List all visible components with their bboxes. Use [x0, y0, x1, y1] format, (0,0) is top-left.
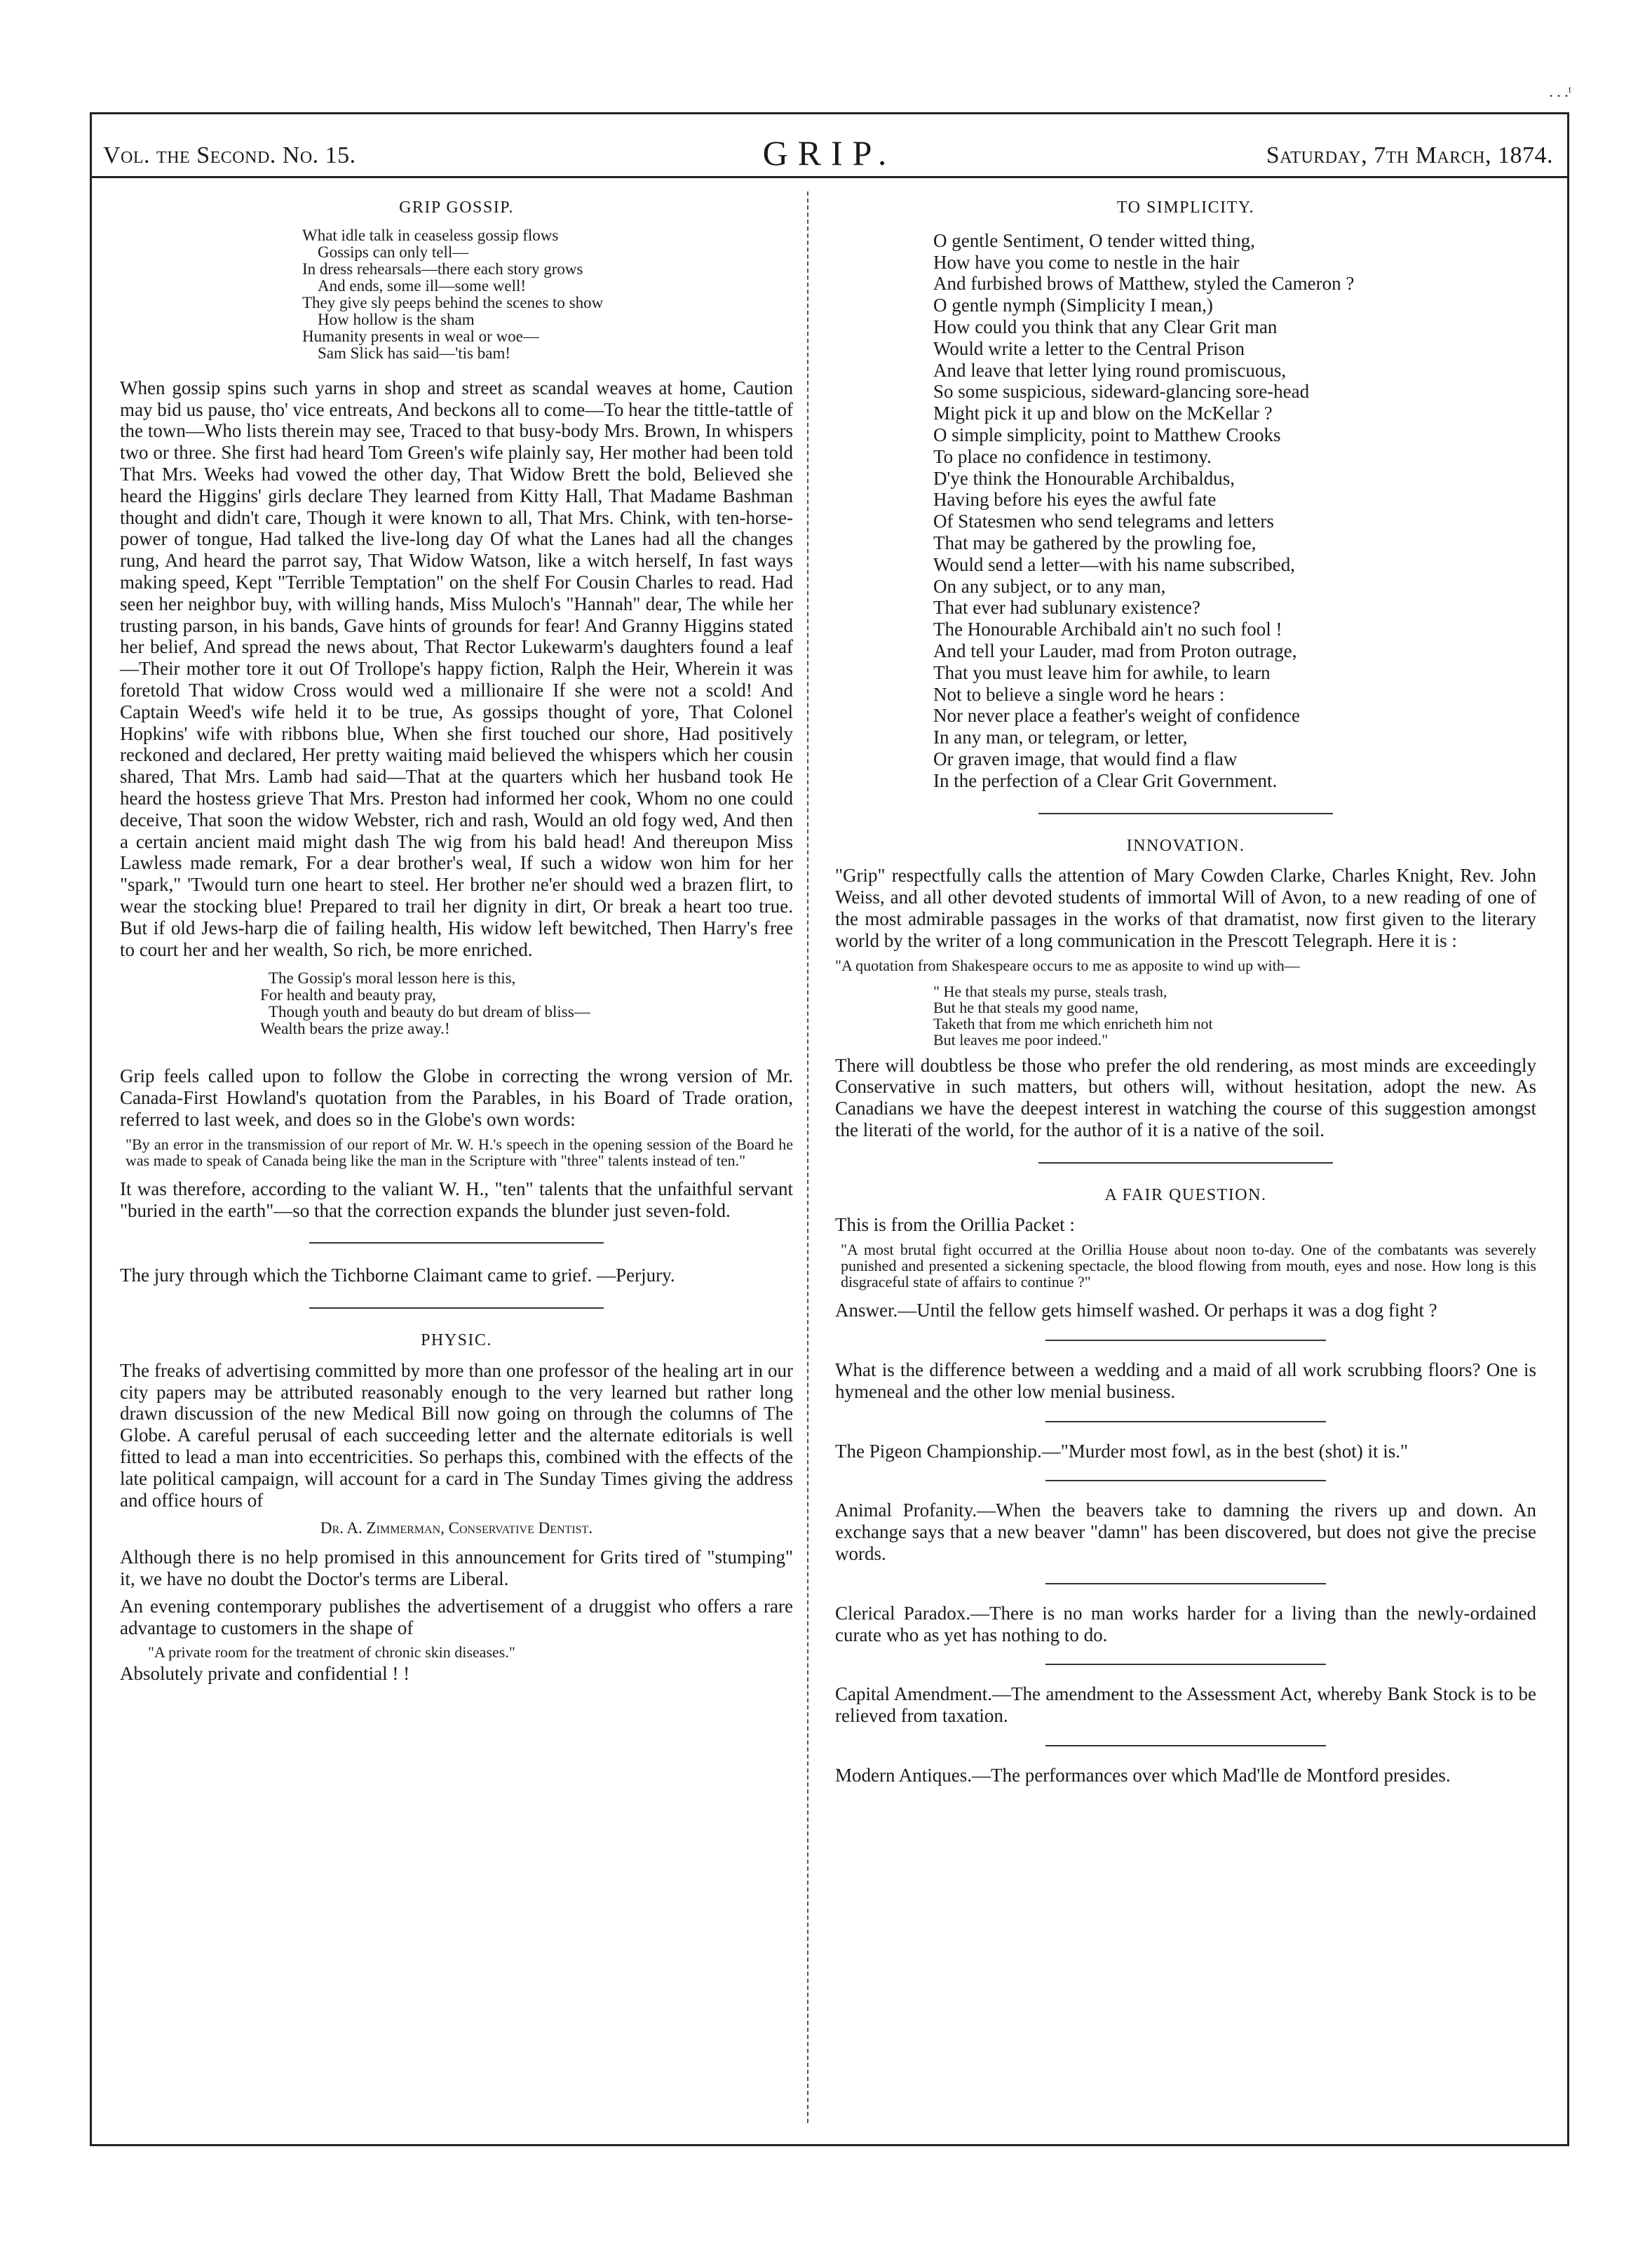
poem-line: That may be gathered by the prowling foe,	[933, 532, 1257, 553]
section-rule	[1045, 1421, 1326, 1422]
gossip-body: When gossip spins such yarns in shop and street as scandal weaves at home, Caution may bid us pause, tho' vice entreats, And beckons all to come—To hear the tittle-tattle of the town—Who lists therein may see, Traced to that busy-body Mrs. Brown, In whispers two or three. She first had heard Tom Green's wife plainly say, Her mother had been told That Mrs. Weeks had vowed the other day, That Widow Brett the bold, Believed she heard the Higgins' girls declare They learned from Kitty Hall, That Madame Bashman thought and didn't care, Though it were known to all, That Mrs. Chink, with ten-horse-power of tongue, Had talked the live-long day Of what the Lanes had all the changes rung, And heard the parrot say, That Widow Watson, like a witch herself, In fast ways making speed, Kept "Terrible Temptation" on the shelf For Cousin Charles to read. Had seen her neighbor buy, with willing hands, Miss Muloch's "Hannah" dear, The while her trusting parson, in his bands, Gave hints of grounds for fear! And Granny Higgins stated her belief, And spread the news about, That Rector Lukewarm's daughters found a leaf—Their mother tore it out Of Trollope's happy fiction, Ralph the Heir, Wherein it was foretold That widow Cross would wed a millionaire If she were not a scold! And Captain Weed's wife held it to be true, As gossips thought of yore, That Colonel Hopkins' wife with ribbons blue, When she first touched our shore, Had positively reckoned and declared, Her pretty waiting maid believed the whispers which her cousin shared, That Mrs. Lamb had said—That at the quarters which her husband took He heard the hostess grieve That Mrs. Preston had informed her cook, Whom no one could deceive, That soon the widow Webster, rich and rash, Would an old fogy wed, And then a certain ancient maid might dash The wig from his bald head! And thereupon Miss Lawless made remark, For a dear brother's weal, If such a widow won him for her "spark," 'Twould turn one heart to steel. Her brother ne'er should wed a brazen flirt, to wear the stocking blue! Prepared to trail her dignity in dirt, Or break a heart too true. But if old Jews-harp die of failing health, His widow left bewitched, Then Harry's free to court her and her wealth, So rich, be more enriched.	[120, 377, 793, 960]
physic-paragraph: Although there is no help promised in this announcement for Grits tired of "stumping" it, we have no doubt the Doctor's terms are Liberal.	[120, 1547, 793, 1590]
innovation-paragraph: "Grip" respectfully calls the attention of Mary Cowden Clarke, Charles Knight, Rev. John Weiss, and all other devoted students of immortal Will of Avon, to a new reading of one of the most admirable passages in the works of that dramatist, now first given to the literary world by the writer of a long communication in the Prescott Telegraph. Here it is :	[835, 865, 1536, 951]
verse-line: The Gossip's moral lesson here is this,	[269, 969, 516, 988]
left-column	[120, 197, 793, 1690]
verse-line: And ends, some ill—some well!	[318, 276, 527, 295]
poem-line: On any subject, or to any man,	[933, 575, 1166, 597]
verse-line: Humanity presents in weal or woe—	[302, 327, 539, 345]
orillia-quote: "A most brutal fight occurred at the Orillia House about noon to-day. One of the combatants was severely punished and presented a sickening spectacle, the blood flowing from mouth, eyes and nose. How long is this disgraceful state of affairs to continue ?"	[841, 1241, 1536, 1291]
wedding-item: What is the difference between a wedding and a maid of all work scrubbing floors? One is hymeneal and the other low menial business.	[835, 1359, 1536, 1402]
simplicity-heading: TO SIMPLICITY.	[1116, 198, 1255, 217]
verse-line: How hollow is the sham	[318, 310, 475, 328]
globe-conclusion: It was therefore, according to the valiant W. H., "ten" talents that the unfaithful servant "buried in the earth"—so that the correction expands the blunder just seven-fold.	[120, 1178, 793, 1221]
section-rule	[309, 1242, 604, 1244]
verse-line: Sam Slick has said—'tis bam!	[318, 344, 511, 362]
innovation-heading: INNOVATION.	[1126, 836, 1245, 855]
poem-line: Or graven image, that would find a flaw	[933, 748, 1238, 769]
section-rule	[1045, 1480, 1326, 1481]
masthead	[92, 114, 1567, 178]
verse-line: What idle talk in ceaseless gossip flows	[302, 226, 559, 244]
poem-line: O simple simplicity, point to Matthew Crooks	[933, 424, 1281, 445]
paper-title: GRIP.	[762, 133, 897, 173]
page-frame	[90, 112, 1569, 2146]
fair-question-intro: This is from the Orillia Packet :	[835, 1214, 1075, 1236]
quote-line: But he that steals my good name,	[933, 998, 1139, 1016]
poem-line: That ever had sublunary existence?	[933, 597, 1200, 619]
section-rule	[1038, 1162, 1333, 1164]
verse-line: Wealth bears the prize away.!	[260, 1020, 450, 1038]
paradox-item: Clerical Paradox.—There is no man works harder for a living than the newly-ordained curate who as yet has nothing to do.	[835, 1602, 1536, 1645]
verse-line: They give sly peeps behind the scenes to show	[302, 293, 604, 311]
poem-line: Would send a letter—with his name subscribed,	[933, 553, 1295, 575]
fair-question-heading: A FAIR QUESTION.	[1104, 1185, 1267, 1204]
gossip-heading: GRIP GOSSIP.	[399, 198, 514, 217]
poem-line: D'ye think the Honourable Archibaldus,	[933, 467, 1235, 489]
section-rule	[1038, 813, 1333, 814]
globe-quote: "By an error in the transmission of our report of Mr. W. H.'s speech in the opening session of the Board he was made to speak of Canada being like the man in the Scripture with "three" talents instead of ten."	[126, 1135, 793, 1169]
poem-line: And leave that letter lying round promiscuous,	[933, 359, 1287, 381]
poem-line: And tell your Lauder, mad from Proton outrage,	[933, 640, 1297, 661]
antiques-item: Modern Antiques.—The performances over which Mad'lle de Montford presides.	[835, 1765, 1451, 1786]
physic-closing: Absolutely private and confidential ! !	[120, 1663, 410, 1685]
physic-paragraph: The freaks of advertising committed by more than one professor of the healing art in our city papers may be attributed reasonably enough to the very learned but rather long drawn discussion of the new Medical Bill now going on through the columns of The Globe. A careful perusal of each succeeding letter and the alternate editorials is well fitted to lead a man into eccentricities. So perhaps this, combined with the effects of the late political campaign, will account for a card in The Sunday Times giving the address and office hours of	[120, 1359, 793, 1511]
amendment-item: Capital Amendment.—The amendment to the Assessment Act, whereby Bank Stock is to be relieved from taxation.	[835, 1683, 1536, 1727]
poem-line: In the perfection of a Clear Grit Government.	[933, 769, 1278, 791]
quote-line: Taketh that from me which enricheth him not	[933, 1014, 1213, 1032]
profanity-item: Animal Profanity.—When the beavers take to damning the rivers up and down. An exchange says that a new beaver "damn" has been discovered, but does not give the precise words.	[835, 1500, 1536, 1565]
doctor-card: Dr. A. Zimmerman, Conservative Dentist.	[320, 1519, 593, 1537]
gossip-verse	[302, 227, 793, 362]
poem-line: In any man, or telegram, or letter,	[933, 727, 1188, 748]
poem-line: How could you think that any Clear Grit man	[933, 316, 1278, 337]
poem-line: And furbished brows of Matthew, styled the Cameron ?	[933, 273, 1355, 295]
poem-line: To place no confidence in testimony.	[933, 445, 1212, 467]
poem-line: Having before his eyes the awful fate	[933, 489, 1217, 511]
poem-line: That you must leave him for awhile, to learn	[933, 661, 1271, 683]
section-rule	[1045, 1340, 1326, 1341]
section-rule	[1045, 1745, 1326, 1746]
poem-line: Might pick it up and blow on the McKellar ?	[933, 403, 1273, 424]
poem-line: The Honourable Archibald ain't no such fool !	[933, 619, 1282, 640]
innovation-intro: "A quotation from Shakespeare occurs to me as apposite to wind up with—	[835, 956, 1300, 974]
tichborne-item: The jury through which the Tichborne Claimant came to grief. —Perjury.	[120, 1265, 675, 1286]
poem-line: O gentle nymph (Simplicity I mean,)	[933, 295, 1213, 316]
poem-line: How have you come to nestle in the hair	[933, 251, 1240, 273]
verse-line: Though youth and beauty do but dream of bliss—	[269, 1003, 590, 1021]
poem-line: Of Statesmen who send telegrams and letters	[933, 511, 1274, 532]
section-rule	[1045, 1583, 1326, 1584]
physic-heading: PHYSIC.	[421, 1331, 492, 1350]
right-column	[835, 197, 1536, 1792]
gossip-moral	[260, 970, 793, 1037]
verse-line: For health and beauty pray,	[260, 986, 436, 1004]
poem-line: Not to believe a single word he hears :	[933, 683, 1225, 705]
poem-line: Nor never place a feather's weight of confidence	[933, 705, 1300, 727]
physic-paragraph: An evening contemporary publishes the advertisement of a druggist who offers a rare advantage to customers in the shape of	[120, 1595, 793, 1638]
innovation-conclusion: There will doubtless be those who prefer the old rendering, as most minds are exceedingly Conservative in such matters, but others will, without hesitation, adopt the new. As Canadians we have the deepest interest in watching the course of this suggestion amongst the literati of the world, for the author of it is a native of the soil.	[835, 1054, 1536, 1140]
section-rule	[1045, 1664, 1326, 1665]
physic-quote: "A private room for the treatment of chronic skin diseases."	[148, 1643, 515, 1662]
globe-paragraph: Grip feels called upon to follow the Globe in correcting the wrong version of Mr. Canada-First Howland's quotation from the Parables, in his Board of Trade oration, referred to last week, and does so in the Globe's own words:	[120, 1065, 793, 1130]
poem-line: So some suspicious, sideward-glancing sore-head	[933, 381, 1310, 403]
column-divider	[807, 191, 808, 2123]
fair-question-answer: Answer.—Until the fellow gets himself washed. Or perhaps it was a dog fight ?	[835, 1300, 1437, 1321]
pigeon-item: The Pigeon Championship.—"Murder most fowl, as in the best (shot) it is."	[835, 1440, 1408, 1462]
quote-line: " He that steals my purse, steals trash,	[933, 982, 1167, 1000]
quote-line: But leaves me poor indeed."	[933, 1030, 1109, 1049]
shakespeare-quote	[933, 983, 1536, 1048]
poem-line: Would write a letter to the Central Prison	[933, 337, 1245, 359]
simplicity-poem	[933, 230, 1536, 792]
corner-mark: . . .ᵗ	[1549, 83, 1571, 100]
section-rule	[309, 1307, 604, 1309]
verse-line: In dress rehearsals—there each story grows	[302, 260, 583, 278]
volume-number: Vol. the Second. No. 15.	[103, 142, 356, 168]
poem-line: O gentle Sentiment, O tender witted thing,	[933, 229, 1255, 251]
issue-date: Saturday, 7th March, 1874.	[1266, 142, 1553, 168]
verse-line: Gossips can only tell—	[318, 243, 469, 261]
